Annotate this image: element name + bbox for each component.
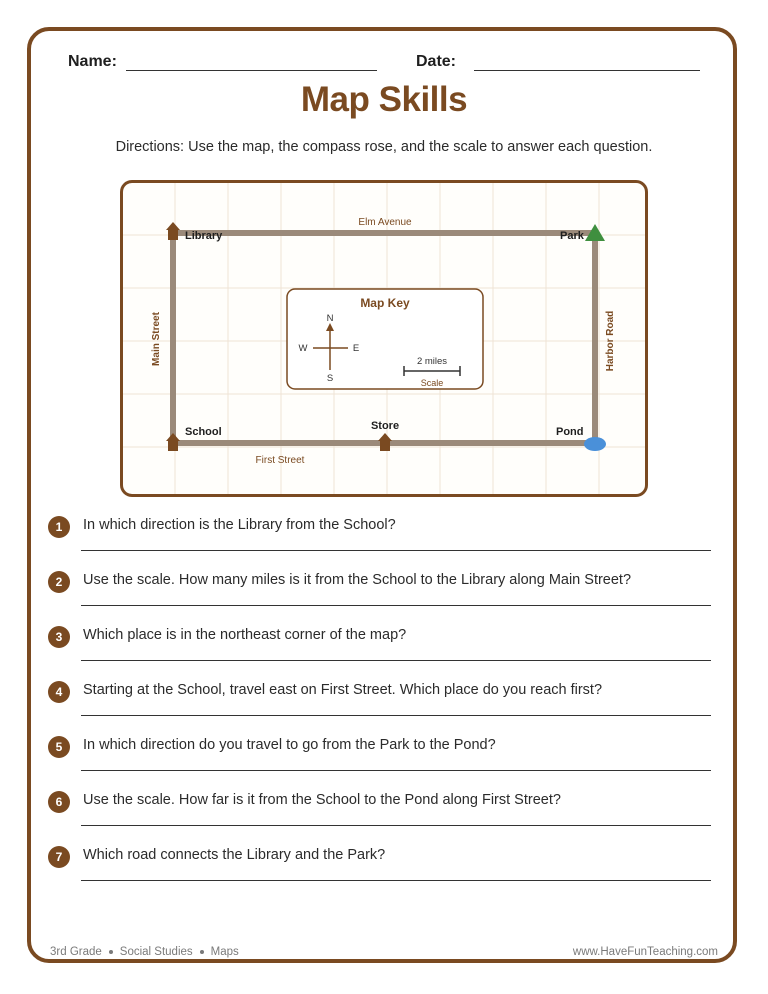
school-icon bbox=[166, 433, 180, 451]
answer-line[interactable] bbox=[81, 770, 711, 771]
question-number-badge: 1 bbox=[48, 516, 70, 538]
name-label: Name: bbox=[68, 53, 117, 70]
question-number-badge: 4 bbox=[48, 681, 70, 703]
scale-label: Scale bbox=[420, 378, 444, 388]
question-2 bbox=[48, 570, 728, 610]
question-text: Which place is in the northeast corner of the map? bbox=[83, 627, 407, 643]
date-label: Date: bbox=[416, 53, 457, 70]
label-harbor-road: Harbor Road bbox=[605, 310, 616, 372]
footer-topic: Maps bbox=[210, 946, 239, 958]
question-text: Use the scale. How many miles is it from the School to the Library along Main Street? bbox=[83, 572, 632, 588]
date-line[interactable] bbox=[474, 70, 700, 71]
label-main-street: Main Street bbox=[151, 312, 162, 366]
question-4 bbox=[48, 680, 728, 720]
pond-icon bbox=[584, 437, 606, 451]
answer-line[interactable] bbox=[81, 550, 711, 551]
answer-line[interactable] bbox=[81, 605, 711, 606]
label-pond: Pond bbox=[556, 426, 584, 438]
map-key-title: Map Key bbox=[360, 296, 410, 310]
question-text: In which direction is the Library from the School? bbox=[83, 517, 396, 533]
compass-north: N bbox=[326, 313, 334, 324]
label-school: School bbox=[185, 426, 222, 438]
label-store: Store bbox=[370, 420, 400, 432]
scale-value: 2 miles bbox=[416, 356, 448, 367]
directions-text: Directions: Use the map, the compass rose, and the scale to answer each question. bbox=[115, 139, 653, 155]
question-text: Use the scale. How far is it from the School to the Pond along First Street? bbox=[83, 792, 561, 808]
question-number-badge: 5 bbox=[48, 736, 70, 758]
bullet-icon bbox=[200, 950, 204, 954]
label-library: Library bbox=[185, 230, 223, 242]
question-3 bbox=[48, 625, 728, 665]
question-7 bbox=[48, 845, 728, 885]
label-park: Park bbox=[560, 230, 584, 242]
question-text: In which direction do you travel to go from the Park to the Pond? bbox=[83, 737, 496, 753]
question-text: Which road connects the Library and the Park? bbox=[83, 847, 386, 863]
question-6 bbox=[48, 790, 728, 830]
answer-line[interactable] bbox=[81, 660, 711, 661]
question-number-badge: 7 bbox=[48, 846, 70, 868]
store-icon bbox=[378, 433, 392, 451]
label-elm-avenue: Elm Avenue bbox=[358, 217, 412, 228]
question-number-badge: 6 bbox=[48, 791, 70, 813]
answer-line[interactable] bbox=[81, 880, 711, 881]
footer-breadcrumb bbox=[50, 946, 239, 958]
compass-west: W bbox=[298, 343, 308, 354]
footer-grade: 3rd Grade bbox=[50, 946, 102, 958]
question-number-badge: 2 bbox=[48, 571, 70, 593]
page-title: Map Skills bbox=[300, 80, 468, 119]
question-number-badge: 3 bbox=[48, 626, 70, 648]
bullet-icon bbox=[109, 950, 113, 954]
map-figure bbox=[123, 183, 645, 494]
label-first-street: First Street bbox=[255, 455, 305, 466]
compass-east: E bbox=[352, 343, 360, 354]
library-icon bbox=[166, 222, 180, 240]
question-5 bbox=[48, 735, 728, 775]
name-line[interactable] bbox=[126, 70, 377, 71]
question-text: Starting at the School, travel east on First Street. Which place do you reach first? bbox=[83, 682, 603, 698]
answer-line[interactable] bbox=[81, 825, 711, 826]
question-1 bbox=[48, 515, 728, 555]
map-panel bbox=[120, 180, 648, 497]
answer-line[interactable] bbox=[81, 715, 711, 716]
footer-subject: Social Studies bbox=[119, 946, 193, 958]
compass-south: S bbox=[326, 373, 334, 384]
footer-website[interactable]: www.HaveFunTeaching.com bbox=[572, 946, 718, 958]
